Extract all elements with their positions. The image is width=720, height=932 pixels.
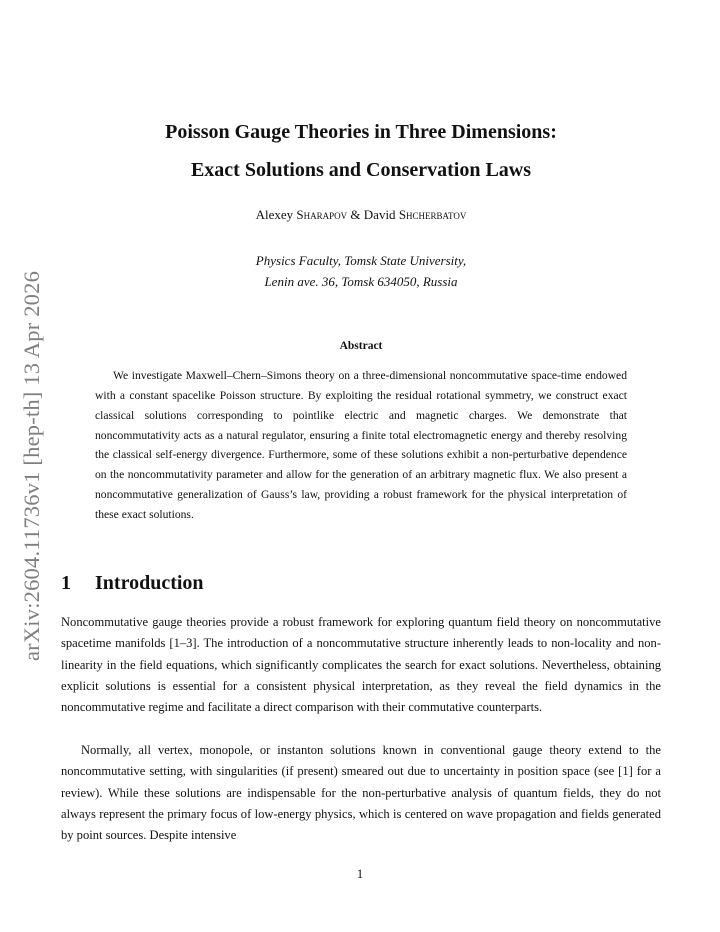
arxiv-identifier-text: arXiv:2604.11736v1 [hep-th] 13 Apr 2026: [19, 270, 44, 662]
paper-title-line-1: Poisson Gauge Theories in Three Dimensions:: [165, 121, 557, 143]
affiliation-line-1: Physics Faculty, Tomsk State University,: [255, 253, 467, 268]
paper-title-line-2: Exact Solutions and Conservation Laws: [190, 159, 532, 181]
author-list: [60, 207, 662, 223]
author-2-last-name: Shcherbatov: [398, 207, 467, 222]
intro-paragraph-2: Normally, all vertex, monopole, or instanton solutions known in conventional gauge theory extend to the noncommutative setting, with singularities (if present) smeared out due to uncertainty in position space (see [1] for a review). While these solutions are indispensable for the non-perturbative analysis of quantum fields, they do not always represent the primary focus of low-energy physics, which is centered on wave propagation and fields generated by point sources. Despite intensive: [61, 743, 661, 843]
author-2-first-name: David: [363, 207, 396, 222]
author-separator: &: [350, 207, 361, 222]
abstract-text: We investigate Maxwell–Chern–Simons theory on a three-dimensional noncommutative space-time endowed with a constant spacelike Poisson structure. By exploiting the residual rotational symmetry, we construct exact classical solutions corresponding to pointlike electric and magnetic charges. We demonstrate that noncommutativity acts as a natural regulator, ensuring a finite total electromagnetic energy and thereby resolving the classical self-energy divergence. Furthermore, some of these solutions exhibit a non-perturbative dependence on the noncommutativity parameter and allow for the generation of an arbitrary magnetic flux. We also present a noncommutative generalization of Gauss’s law, providing a robust framework for the physical interpretation of these exact solutions.: [95, 369, 627, 521]
section-title: Introduction: [95, 572, 204, 594]
affiliation-line-2: Lenin ave. 36, Tomsk 634050, Russia: [264, 274, 458, 289]
section-heading-introduction: [61, 572, 204, 595]
section-number: 1: [61, 572, 71, 594]
intro-paragraph-1: Noncommutative gauge theories provide a robust framework for exploring quantum field theory on noncommutative spacetime manifolds [1–3]. The introduction of a noncommutative structure inherently leads to non-locality and non-linearity in the field equations, which significantly complicates the search for exact solutions. Nevertheless, obtaining explicit solutions is essential for a consistent physical interpretation, as they reveal the field dynamics in the noncommutative regime and facilitate a direct comparison with their commutative counterparts.: [61, 615, 661, 715]
abstract-heading: Abstract: [339, 340, 383, 352]
page-number: 1: [356, 867, 364, 881]
author-1-last-name: Sharapov: [296, 207, 348, 222]
author-1-first-name: Alexey: [255, 207, 294, 222]
